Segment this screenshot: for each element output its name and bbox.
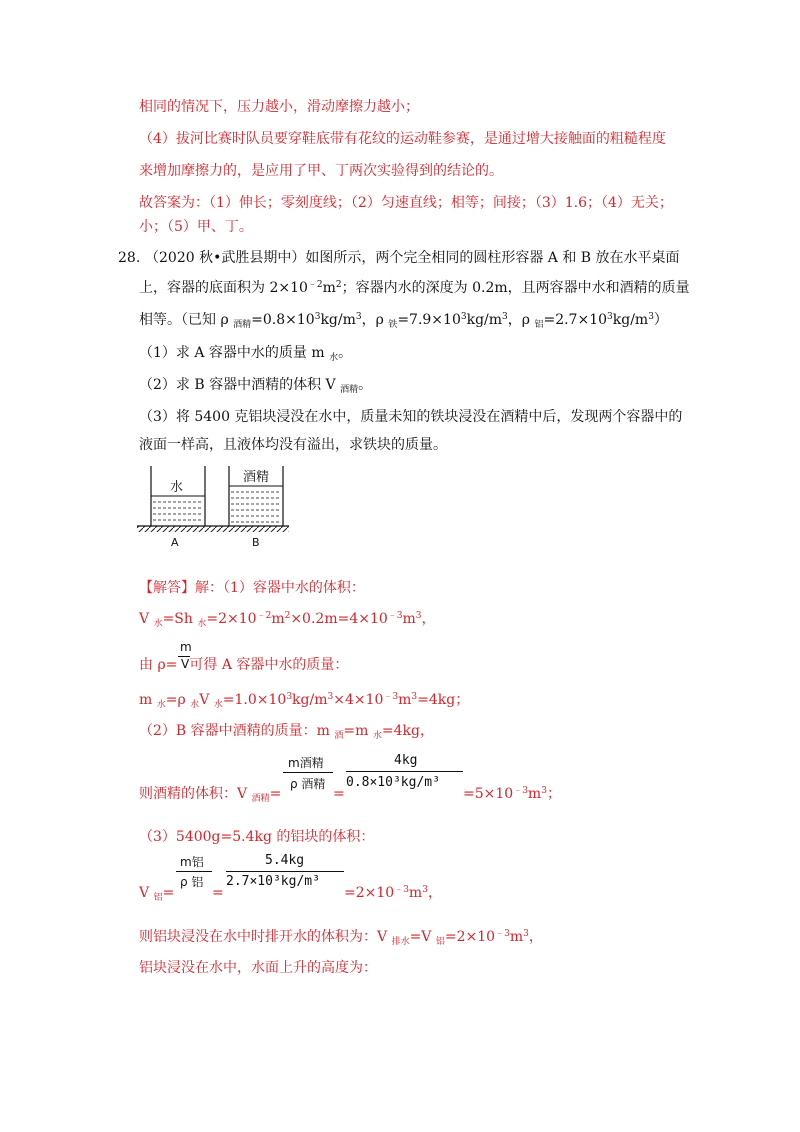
- answer-line: 故答案为：（1）伸长；零刻度线；（2）匀速直线；相等；间接；（3）1.6；（4）无关；: [139, 195, 673, 211]
- answer-line: 由 ρ= 可得 A 容器中水的质量：: [139, 657, 349, 673]
- answer-line: 则铝块浸没在水中时排开水的体积为：V $_{排水}$=V $_铝=2\times 10^{﹣3}m^3$，: [139, 929, 543, 947]
- containers-diagram: [137, 462, 317, 552]
- label-alcohol: 酒精: [243, 470, 270, 485]
- ground-hatch: [137, 526, 289, 532]
- fraction-numerator: 5.4kg: [265, 853, 305, 868]
- question-subpart: （2）求 B 容器中酒精的体积 V $_{酒精}$。: [139, 377, 373, 395]
- fraction-denominator: ρ 铝: [180, 875, 204, 889]
- container-a: [151, 466, 205, 526]
- label-water: 水: [170, 480, 184, 495]
- fraction-bar: [176, 871, 212, 872]
- question-line: 上，容器的底面积为 $2\times 10^{﹣2}m^2$；容器内水的深度为 0.2m，且两容器中水和酒精的质量: [139, 280, 690, 296]
- label-a: A: [171, 536, 179, 549]
- answer-line: V $_水$=Sh $_水=2\times 10^{﹣2}m^2\times 0.2m=4\times 10^{﹣3}m^3$，: [139, 611, 436, 629]
- fraction-numerator: m: [180, 640, 192, 654]
- fraction-denominator: V: [181, 657, 190, 671]
- answer-line: （3）5400g=5.4kg 的铝块的体积：: [139, 829, 375, 845]
- answer-line: （4）拔河比赛时队员要穿鞋底带有花纹的运动鞋参赛，是通过增大接触面的粗糙程度: [139, 131, 666, 147]
- fraction-denominator: ρ 酒精: [290, 777, 326, 791]
- answer-line: m $_水$=ρ $_水$V $_水=1.0\times 10^3kg/m^3\times 4\times 10^{﹣3}m^3=4kg$；: [139, 692, 470, 710]
- fraction-numerator: m酒精: [288, 756, 324, 770]
- equals-sign: =: [333, 786, 345, 802]
- question-subpart: （3）将 5400 克铝块浸没在水中，质量未知的铁块浸没在酒精中后，发现两个容器中的: [139, 409, 683, 425]
- answer-line: 相同的情况下，压力越小，滑动摩擦力越小；: [139, 99, 419, 115]
- answer-line: $=2\times 10^{﹣3}m^3$，: [344, 885, 442, 901]
- answer-line: 小；（5）甲、丁。: [139, 219, 253, 235]
- answer-tag: 【解答】: [139, 580, 195, 596]
- answer-line: $=5\times 10^{﹣3}m^3$；: [463, 786, 561, 802]
- answer-line: （2）B 容器中酒精的质量：m $_酒$=m $_水$=4kg，: [139, 723, 434, 741]
- answer-line: V $_铝$=: [139, 885, 175, 903]
- question-line: 相等。（已知 ρ $_{酒精}=0.8\times 10^3kg/m^3$，ρ $_铁=7.9\times 10^3kg/m^3$，ρ $_铝=2.7\times 10^3kg/m^3$）: [139, 312, 668, 330]
- fraction-numerator: 4kg: [394, 753, 418, 768]
- fraction-denominator: 0.8×10³kg/m³: [346, 775, 440, 790]
- question-subpart: （1）求 A 容器中水的质量 m $_水$。: [139, 345, 353, 363]
- answer-line: 【解答】解：（1）容器中水的体积：: [139, 580, 365, 596]
- label-b: B: [252, 536, 260, 549]
- answer-line: 则酒精的体积：V $_{酒精}$=: [139, 786, 282, 804]
- question-line: （2020 秋•武胜县期中）如图所示，两个完全相同的圆柱形容器 A 和 B 放在水平桌面: [145, 250, 680, 266]
- question-subpart: 液面一样高，且液体均没有溢出，求铁块的质量。: [139, 437, 447, 453]
- fraction-bar: [283, 772, 333, 773]
- question-number: 28.: [118, 250, 141, 266]
- container-figure: [137, 462, 317, 552]
- fraction-numerator: m铝: [180, 855, 204, 869]
- fraction-bar: [226, 871, 344, 872]
- equals-sign: =: [212, 885, 224, 901]
- fraction-bar: [346, 771, 463, 772]
- fraction-denominator: 2.7×10³kg/m³: [226, 874, 320, 889]
- answer-line: 来增加摩擦力的，是应用了甲、丁两次实验得到的结论的。: [139, 163, 503, 179]
- answer-line: 铝块浸没在水中，水面上升的高度为：: [139, 960, 377, 976]
